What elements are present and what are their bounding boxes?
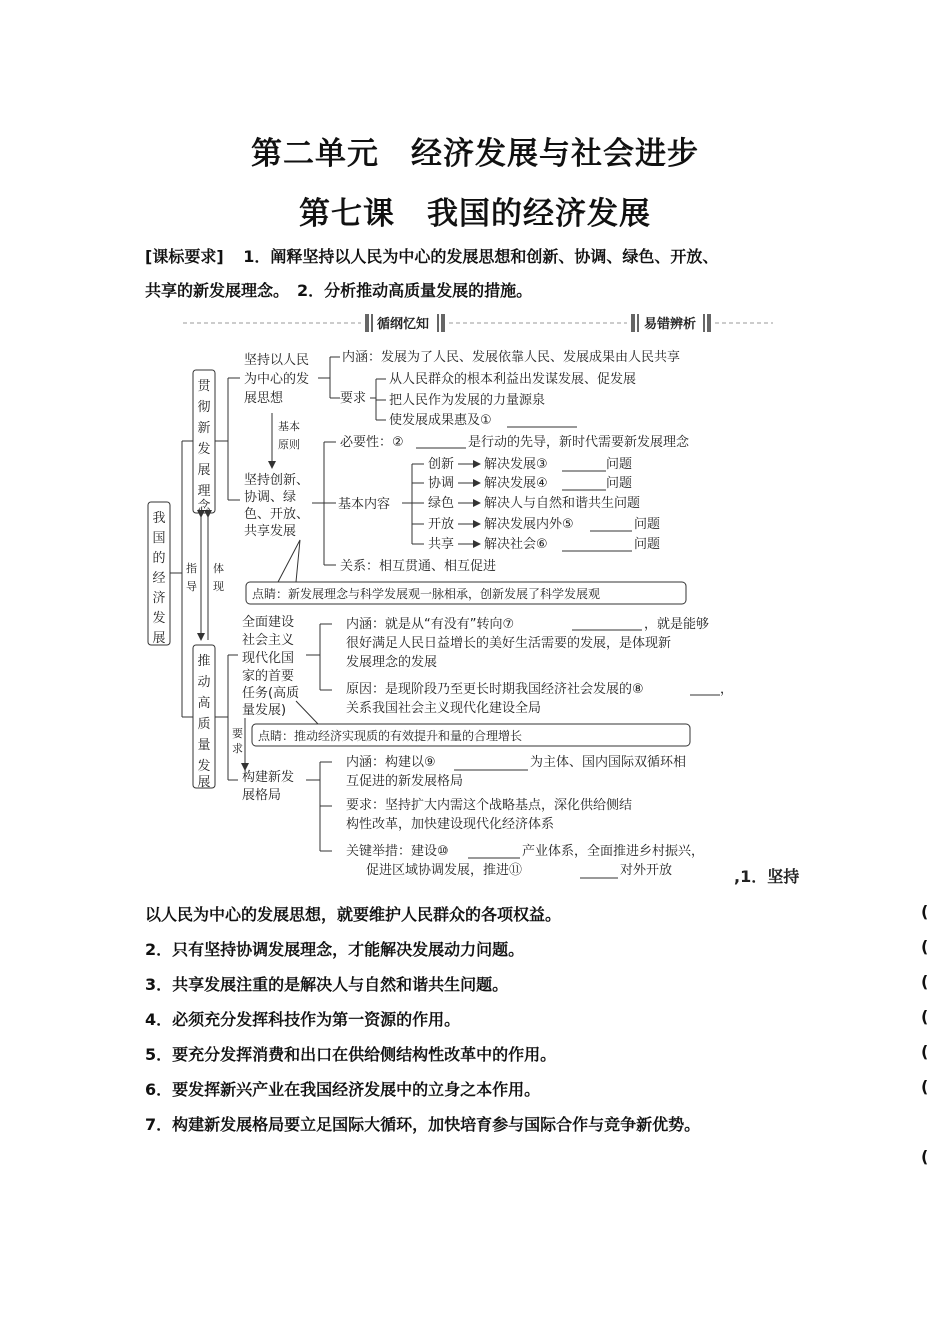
basic-content: 基本内容: [338, 497, 391, 512]
content-text-5: 解决社会⑥: [484, 537, 548, 552]
answer-paren-5[interactable]: (: [921, 1042, 929, 1061]
req-item-3: 使发展成果惠及①: [389, 413, 492, 428]
content-text-2: 解决发展④: [484, 476, 548, 491]
people-centered-3: 展思想: [244, 391, 284, 406]
primary-task-2: 社会主义: [242, 633, 295, 648]
requirement-label: 要求: [340, 391, 367, 406]
requirement2-2: 求: [232, 742, 243, 755]
relation: 关系：相互贯通、相互促进: [340, 559, 497, 574]
primary-task-3: 现代化国: [242, 651, 295, 666]
answer-paren-7[interactable]: (: [921, 1147, 929, 1166]
concept-diagram: [0, 335, 950, 885]
unit-title: 第二单元 经济发展与社会进步: [251, 136, 699, 172]
branch-bottom-char-2: 动: [197, 675, 211, 690]
np-connotation-2: 互促进的新发展格局: [346, 774, 464, 789]
basic-principle-2: 原则: [278, 438, 300, 451]
branch-top-char-2: 彻: [197, 400, 211, 415]
question-6: 6．要发挥新兴产业在我国经济发展中的立身之本作用。: [145, 1080, 541, 1099]
content-tail-2: 问题: [606, 476, 633, 491]
np-measures-2b: 对外开放: [620, 863, 673, 878]
np-measures-1a: 关键举措：建设⑩: [346, 844, 449, 859]
answer-paren-6[interactable]: (: [921, 1077, 929, 1096]
content-name-2: 协调: [428, 476, 455, 491]
tab-errors[interactable]: 易错辨析: [644, 317, 697, 332]
branch-top-char-3: 新: [197, 421, 211, 436]
answer-paren-4[interactable]: (: [921, 1007, 929, 1026]
tab-recall[interactable]: 循纲忆知: [377, 317, 430, 332]
concepts-2: 协调、绿: [244, 490, 297, 505]
question-5: 5．要充分发挥消费和出口在供给侧结构性改革中的作用。: [145, 1045, 557, 1064]
requirements-label: [课标要求]: [145, 247, 224, 266]
np-measures-1b: 产业体系，全面推进乡村振兴，: [522, 844, 705, 859]
hq-connotation-1b: ，就是能够: [644, 617, 710, 632]
question-1: 以人民为中心的发展思想，就要维护人民群众的各项权益。: [145, 905, 562, 924]
answer-paren-1[interactable]: (: [921, 902, 929, 921]
branch-bottom-char-4: 质: [197, 717, 211, 732]
hq-connotation-2: 很好满足人民日益增长的美好生活需要的发展，是体现新: [346, 636, 672, 651]
requirements-line2: 共享的新发展理念。 2．分析推动高质量发展的措施。: [145, 281, 533, 300]
req-item-2: 把人民作为发展的力量源泉: [389, 393, 546, 408]
content-name-4: 开放: [428, 517, 455, 532]
content-name-1: 创新: [428, 457, 455, 472]
hq-connotation-1a: 内涵：就是从“有没有”转向⑦: [346, 617, 515, 632]
branch-top-char-5: 展: [197, 463, 211, 478]
root-char-7: 展: [152, 631, 166, 646]
np-connotation-1a: 内涵：构建以⑨: [346, 755, 436, 770]
primary-task-4: 家的首要: [242, 669, 295, 684]
content-tail-4: 问题: [634, 517, 661, 532]
branch-bottom-char-6: 发: [197, 759, 211, 774]
section-tab-bar: [175, 313, 775, 333]
tip-2: 点睛：推动经济实现质的有效提升和量的合理增长: [258, 729, 523, 743]
branch-top-char-7: 念: [197, 499, 211, 514]
answer-paren-2[interactable]: (: [921, 937, 929, 956]
curriculum-requirements: [145, 240, 718, 274]
hq-reason-1a: 原因：是现阶段乃至更长时期我国经济社会发展的⑧: [346, 682, 644, 697]
content-tail-5: 问题: [634, 537, 661, 552]
content-tail-1: 问题: [606, 457, 633, 472]
content-text-4: 解决发展内外⑤: [484, 517, 574, 532]
np-requirement-2: 构性改革，加快建设现代化经济体系: [346, 817, 555, 832]
link-guide-2: 导: [186, 580, 197, 593]
root-char-2: 国: [152, 531, 166, 546]
requirements-line1: 1．阐释坚持以人民为中心的发展思想和创新、协调、绿色、开放、: [243, 247, 719, 266]
necessity-a: 必要性：②: [340, 435, 404, 450]
new-pattern-1: 构建新发: [242, 770, 295, 785]
branch-bottom-char-7: 展: [197, 775, 211, 790]
content-text-1: 解决发展③: [484, 457, 548, 472]
people-centered-2: 为中心的发: [244, 372, 310, 387]
question-2: 2．只有坚持协调发展理念，才能解决发展动力问题。: [145, 940, 525, 959]
tip-1: 点睛：新发展理念与科学发展观一脉相承，创新发展了科学发展观: [252, 587, 601, 601]
new-pattern-2: 展格局: [242, 788, 282, 803]
people-centered-1: 坚持以人民: [244, 353, 310, 368]
primary-task-1: 全面建设: [242, 615, 295, 630]
hq-reason-1b: ，: [720, 682, 734, 697]
question-3: 3．共享发展注重的是解决人与自然和谐共生问题。: [145, 975, 509, 994]
link-embody-1: 体: [213, 562, 224, 575]
requirement2-1: 要: [232, 727, 243, 740]
link-guide-1: 指: [186, 562, 197, 575]
necessity-b: 是行动的先导，新时代需要新发展理念: [468, 435, 690, 450]
np-requirement-1: 要求：坚持扩大内需这个战略基点，深化供给侧结: [346, 798, 633, 813]
content-name-5: 共享: [428, 537, 455, 552]
question-7: 7．构建新发展格局要立足国际大循环，加快培育参与国际合作与竞争新优势。: [145, 1115, 701, 1134]
hq-connotation-3: 发展理念的发展: [346, 655, 438, 670]
content-text-3: 解决人与自然和谐共生问题: [484, 496, 641, 511]
primary-task-5: 任务(高质: [242, 686, 300, 701]
branch-top-char-4: 发: [197, 442, 211, 457]
np-connotation-1b: 为主体、国内国际双循环相: [530, 755, 687, 770]
branch-bottom-char-1: 推: [197, 654, 211, 669]
np-measures-2a: 促进区域协调发展，推进⑪: [366, 863, 523, 878]
primary-task-6: 量发展): [242, 703, 287, 718]
question-4: 4．必须充分发挥科技作为第一资源的作用。: [145, 1010, 461, 1029]
root-char-3: 的: [152, 551, 166, 566]
req-item-1: 从人民群众的根本利益出发谋发展、促发展: [389, 372, 637, 387]
branch-bottom-char-3: 高: [197, 696, 211, 711]
lesson-title: 第七课 我国的经济发展: [299, 196, 651, 232]
root-char-5: 济: [152, 591, 166, 606]
basic-principle-1: 基本: [278, 420, 300, 433]
question-1-start: ,1．坚持: [734, 867, 800, 885]
concepts-1: 坚持创新、: [244, 473, 310, 488]
content-name-3: 绿色: [428, 496, 455, 511]
root-char-1: 我: [152, 511, 166, 526]
connotation: 内涵：发展为了人民、发展依靠人民、发展成果由人民共享: [342, 350, 681, 365]
answer-paren-3[interactable]: (: [921, 972, 929, 991]
concepts-3: 色、开放、: [244, 507, 310, 522]
branch-bottom-char-5: 量: [197, 738, 211, 753]
root-char-6: 发: [152, 611, 166, 626]
root-char-4: 经: [152, 571, 166, 586]
link-embody-2: 现: [213, 580, 224, 593]
branch-top-char-6: 理: [197, 484, 211, 499]
hq-reason-2: 关系我国社会主义现代化建设全局: [346, 701, 542, 716]
branch-top-char-1: 贯: [197, 379, 211, 394]
concepts-4: 共享发展: [244, 524, 297, 539]
